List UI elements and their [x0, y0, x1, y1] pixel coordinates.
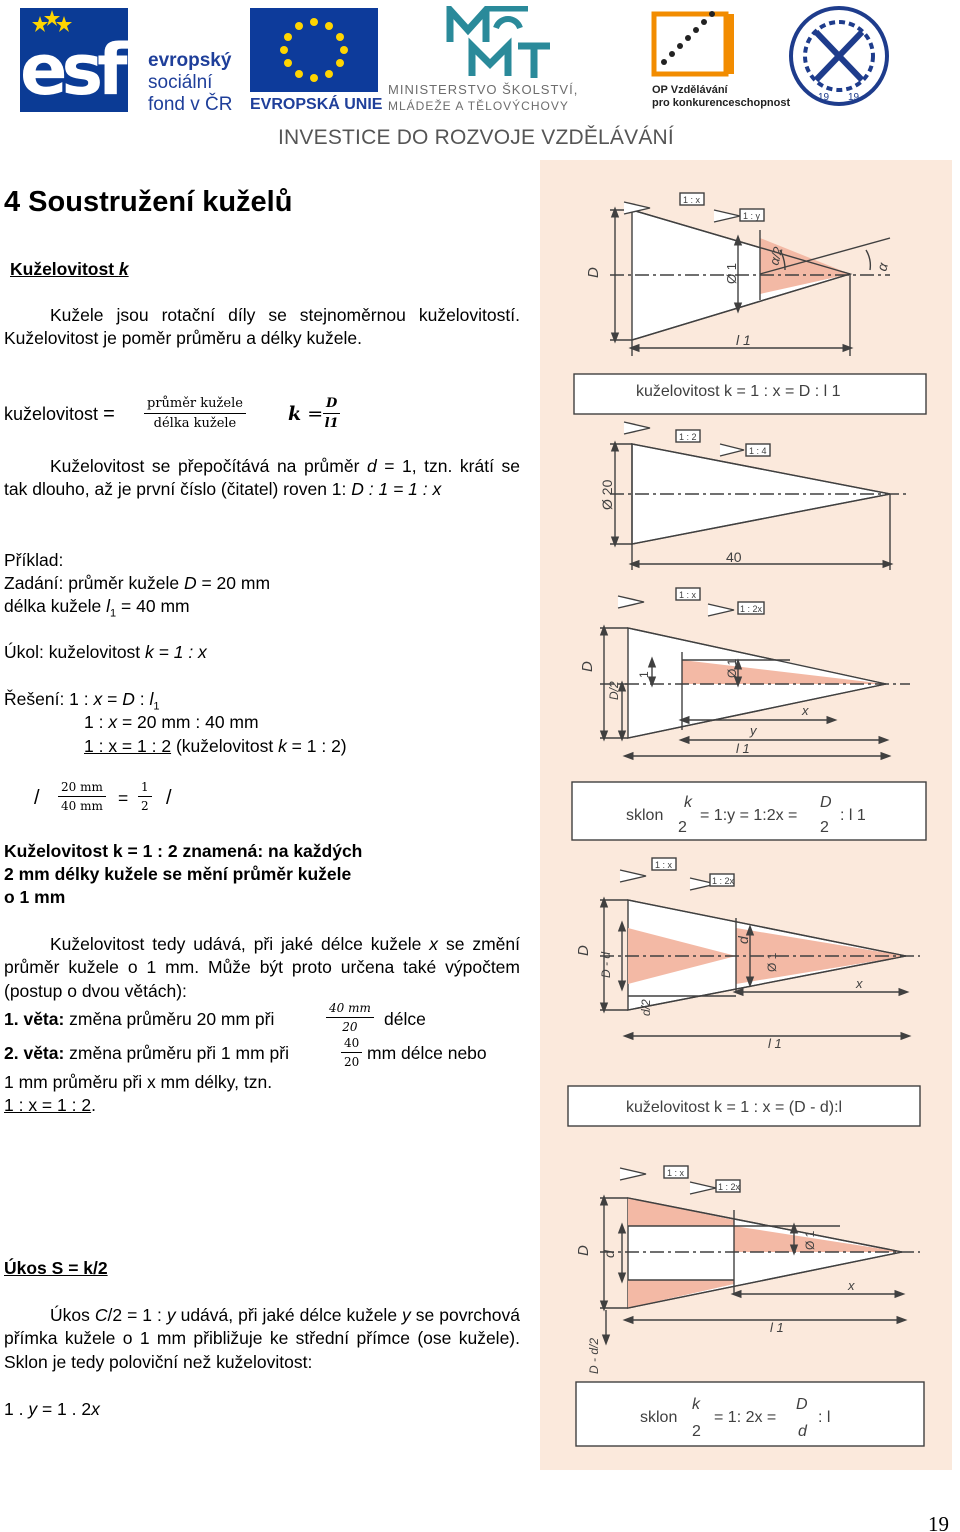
ex-task2-l: l	[106, 596, 111, 616]
p4-e: se povrchová přímka kužele o 1 mm přibližuje ke střední přímce (ose kužele). Sklon je tedy poloviční než kuželovitost:	[4, 1305, 520, 1372]
d4-label-12x: 1 : 2x	[712, 876, 735, 886]
box1-text: kuželovitost k = 1 : x = D : l 1	[636, 383, 841, 400]
d5-dim-d: d	[601, 1250, 617, 1258]
technical-drawing-panel	[540, 160, 952, 1470]
d3-label-12x: 1 : 2x	[740, 604, 763, 614]
solution-line-2	[84, 711, 259, 734]
d3-dim-y: y	[750, 723, 757, 738]
d4-dim-d2: d/2	[639, 999, 653, 1016]
sec1-heading-text: Kuželovitost	[10, 259, 119, 279]
op-text	[652, 84, 790, 110]
ukol-a: Úkol: kuželovitost	[4, 642, 146, 662]
bold-summary-1: Kuželovitost k = 1 : 2 znamená: na každých	[4, 841, 363, 861]
d2-label-12: 1 : 2	[679, 432, 697, 442]
box4-D: D	[796, 1396, 808, 1413]
sentence-2-fraction	[341, 1036, 362, 1069]
esf-letters: esf	[20, 29, 122, 111]
d1-dim-alpha2: α/2	[766, 245, 786, 267]
paragraph-definition	[4, 304, 520, 351]
d2-dim-phi20: Ø 20	[599, 479, 615, 510]
d1-label-1x: 1 : x	[683, 195, 701, 205]
formula-denominator: délka kužele	[153, 416, 237, 431]
v2-text: změna průměru při 1 mm při	[64, 1043, 289, 1063]
ukos-last-line	[4, 1398, 100, 1421]
drawing-5-cone	[600, 1166, 920, 1340]
ex-task2-sub: 1	[110, 607, 117, 620]
p4-d: udává, při jaké délce kužele	[175, 1305, 403, 1325]
box4-d: d	[798, 1423, 807, 1440]
box2-sklon: sklon	[626, 807, 664, 824]
paragraph-explanation	[4, 933, 520, 1003]
sentence-1-fraction	[326, 1001, 374, 1034]
d4-dim-x: x	[856, 976, 863, 991]
seal-year-left: 19	[818, 92, 830, 103]
drawing-2-cone	[610, 422, 910, 570]
v2-den: 20	[344, 1055, 360, 1069]
half-num: 1	[138, 780, 152, 797]
half-den: 2	[141, 799, 149, 813]
sentence-1-tail: délce	[384, 1009, 426, 1029]
sentence-2	[4, 1042, 289, 1065]
ex-task2-a: délka kužele	[4, 596, 107, 616]
res2-a: 1 :	[84, 712, 109, 732]
d5-label-1x: 1 : x	[667, 1168, 685, 1178]
d3-dim-D: D	[579, 661, 596, 672]
p4-b: /2 = 1 :	[107, 1305, 167, 1325]
sentence-2-tail: mm délce nebo	[367, 1043, 487, 1063]
box2-mid: = 1:y = 1:2x =	[700, 807, 798, 824]
v4-u: 1 : x = 1 : 2	[4, 1095, 92, 1115]
esf-line2: sociální	[148, 72, 213, 93]
d1-dim-phi1: Ø 1	[724, 263, 739, 284]
msmt-logo	[388, 6, 614, 116]
header-logos	[0, 0, 960, 160]
d1-dim-D: D	[585, 267, 602, 278]
v2-num: 40	[341, 1036, 362, 1053]
msmt-mark	[388, 6, 614, 82]
d3-dim-x: x	[802, 703, 809, 718]
formula-eq: =	[103, 403, 115, 425]
d3-dim-phi1: Ø 1	[725, 658, 739, 678]
section-heading-kuzelovitost	[10, 258, 129, 281]
d4-dim-l1: l 1	[768, 1036, 782, 1051]
esf-line1: evropský	[148, 50, 232, 71]
box4-two: 2	[692, 1423, 701, 1440]
ex-task1-a: Zadání: průměr kužele	[4, 573, 184, 593]
d1-dim-alpha: α	[873, 260, 891, 273]
box2-two-b: 2	[820, 819, 829, 836]
formula-numerator: průměr kužele	[144, 396, 246, 414]
example-label: Příklad:	[4, 550, 64, 570]
half-fraction	[138, 780, 152, 813]
res1-x: x	[93, 689, 103, 709]
ex-task1-b: = 20 mm	[196, 573, 271, 593]
p3-a: Kuželovitost tedy udává, při jaké délce kužele	[50, 934, 430, 954]
task-line	[4, 641, 207, 664]
res1-b: =	[102, 689, 123, 709]
esf-line3: fond v ČR	[148, 94, 233, 115]
paragraph-ukos	[4, 1304, 520, 1374]
d3-dim-l1: l 1	[736, 741, 750, 756]
p2-ratio: D : 1 = 1 : x	[351, 479, 442, 500]
d5-dim-x: x	[848, 1278, 855, 1293]
v1-den: 20	[342, 1020, 358, 1034]
ratio-slash-left: /	[34, 787, 40, 809]
d3-dim-D2: D/2	[607, 681, 621, 700]
ex-task2-b: = 40 mm	[116, 596, 190, 616]
formula-word-text: kuželovitost	[4, 404, 99, 424]
ratio-eq: =	[118, 788, 129, 808]
v1-num: 40 mm	[326, 1001, 374, 1018]
box4-k: k	[692, 1396, 700, 1413]
op-line1: OP Vzdělávání	[652, 84, 728, 96]
solution-line-3	[84, 735, 347, 758]
p2-d: d	[366, 456, 377, 476]
p4-y: y	[166, 1305, 176, 1325]
op-logo	[620, 6, 791, 116]
formula-k-fraction	[323, 396, 340, 431]
v1-text: změna průměru 20 mm při	[64, 1009, 275, 1029]
p4-y2: y	[402, 1305, 411, 1325]
op-mark	[620, 6, 770, 82]
d5-dim-D: D	[575, 1245, 592, 1256]
v4-dot: .	[91, 1095, 96, 1115]
cone-drawings	[540, 160, 952, 1470]
eu-flag	[250, 8, 378, 92]
formula-fraction	[144, 396, 246, 431]
formula-word	[4, 403, 115, 426]
res3-c: = 1 : 2)	[286, 736, 347, 756]
op-line2: pro konkurenceschopnost	[652, 97, 791, 109]
box4-mid: = 1: 2x =	[714, 1409, 777, 1426]
res1-a: Řešení: 1 :	[4, 689, 94, 709]
bold-summary-3: o 1 mm	[4, 887, 66, 907]
p2-text-a: Kuželovitost se přepočítává na průměr	[50, 456, 367, 476]
d3-dim-1: 1	[637, 671, 651, 678]
d4-label-1x: 1 : x	[655, 860, 673, 870]
formula-k-var: k	[288, 403, 302, 425]
box2-tail: : l 1	[840, 807, 866, 824]
example-task-length	[4, 595, 190, 626]
tagline: INVESTICE DO ROZVOJE VZDĚLÁVÁNÍ	[278, 126, 674, 149]
box3-text: kuželovitost k = 1 : x = (D - d):l	[626, 1099, 843, 1116]
d4-dim-D: D	[575, 945, 592, 956]
d5-dim-l1: l 1	[770, 1320, 784, 1335]
formula-k-denominator: l1	[324, 416, 339, 431]
p1-text: Kužele jsou rotační díly se stejnoměrnou kuželovitostí. Kuželovitost je poměr průměru a délky kužele.	[4, 305, 520, 349]
page-number: 19	[928, 1512, 949, 1532]
d5-dim-phi1: Ø 1	[803, 1230, 817, 1250]
example-task-diameter	[4, 572, 270, 595]
res1-D: D	[122, 689, 135, 709]
p3-x: x	[429, 934, 439, 954]
res3-b: (kuželovitost	[171, 736, 279, 756]
d3-label-1x: 1 : x	[679, 590, 697, 600]
ratio-num: 20 mm	[58, 780, 106, 797]
esf-text	[148, 50, 232, 116]
school-seal	[788, 4, 890, 108]
sentence-1	[4, 1008, 274, 1031]
formula-k-eq: =	[307, 403, 324, 425]
eu-label: EVROPSKÁ UNIE	[250, 96, 383, 113]
formula-k	[288, 403, 323, 426]
formula-k-numerator: D	[323, 396, 340, 414]
box2-D: D	[820, 794, 832, 811]
d1-label-1y: 1 : y	[743, 211, 761, 221]
sentence-4	[4, 1094, 96, 1117]
d4-dim-d: d	[735, 936, 751, 944]
d2-dim-40: 40	[726, 549, 742, 565]
res2-b: = 20 mm : 40 mm	[117, 712, 259, 732]
p2-text-b: = 1, tzn. krátí se tak dlouho, až je první číslo (čitatel) roven 1:	[4, 456, 520, 500]
ratio-den: 40 mm	[61, 799, 103, 813]
bold-summary-2: 2 mm délky kužele se mění průměr kužele	[4, 864, 352, 884]
box4-sklon: sklon	[640, 1409, 678, 1426]
box4-tail: : l	[818, 1409, 831, 1426]
d1-dim-l1: l 1	[736, 332, 751, 348]
ratio-slash-right: /	[166, 787, 172, 809]
eu-logo	[250, 8, 383, 113]
d5-dim-Dd2: D - d/2	[587, 1337, 601, 1374]
p4-last-b: = 1 . 2	[37, 1399, 92, 1419]
res1-c: :	[134, 689, 150, 709]
res2-x: x	[108, 712, 118, 732]
p3-b: se změní průměr kužele o 1 mm. Může být proto určena také výpočtem (postup o dvou větách):	[4, 934, 520, 1001]
paragraph-recalc	[4, 455, 520, 502]
seal-emblem	[788, 4, 890, 108]
sentence-3: 1 mm průměru při x mm délky, tzn.	[4, 1072, 273, 1092]
p4-last-x: x	[91, 1399, 100, 1419]
ukol-b: k = 1 : x	[145, 642, 207, 662]
res3-k: k	[278, 736, 287, 756]
p4-last-y: y	[28, 1399, 38, 1419]
res1-l: l	[149, 689, 154, 709]
box2-two-a: 2	[678, 819, 687, 836]
d4-dim-Dd: D - d	[599, 951, 613, 978]
p4-last-a: 1 .	[4, 1399, 29, 1419]
section-heading-ukos: Úkos S = k/2	[4, 1258, 108, 1278]
d2-label-14: 1 : 4	[749, 446, 767, 456]
eu-stars	[280, 18, 348, 82]
sec1-heading-k: k	[118, 259, 129, 279]
v2-label: 2. věta:	[4, 1043, 65, 1063]
msmt-line2: MLÁDEŽE A TĚLOVÝCHOVY	[388, 99, 569, 113]
msmt-line1: MINISTERSTVO ŠKOLSTVÍ,	[388, 82, 579, 97]
esf-logo	[20, 8, 242, 115]
res3-u: 1 : x = 1 : 2	[84, 736, 172, 756]
ex-task1-D: D	[183, 573, 197, 593]
d5-label-12x: 1 : 2x	[718, 1182, 741, 1192]
page-title: 4 Soustružení kuželů	[4, 186, 293, 218]
res1-sub: 1	[153, 700, 160, 713]
v1-label: 1. věta:	[4, 1009, 65, 1029]
box2-k: k	[684, 794, 692, 811]
esf-flag	[20, 8, 128, 112]
p4-c: C	[94, 1305, 108, 1325]
d4-dim-phi1: Ø 1	[765, 952, 779, 972]
seal-year-right: 19	[848, 92, 860, 103]
p4-a: Úkos	[50, 1305, 95, 1325]
ratio-fraction	[58, 780, 106, 813]
